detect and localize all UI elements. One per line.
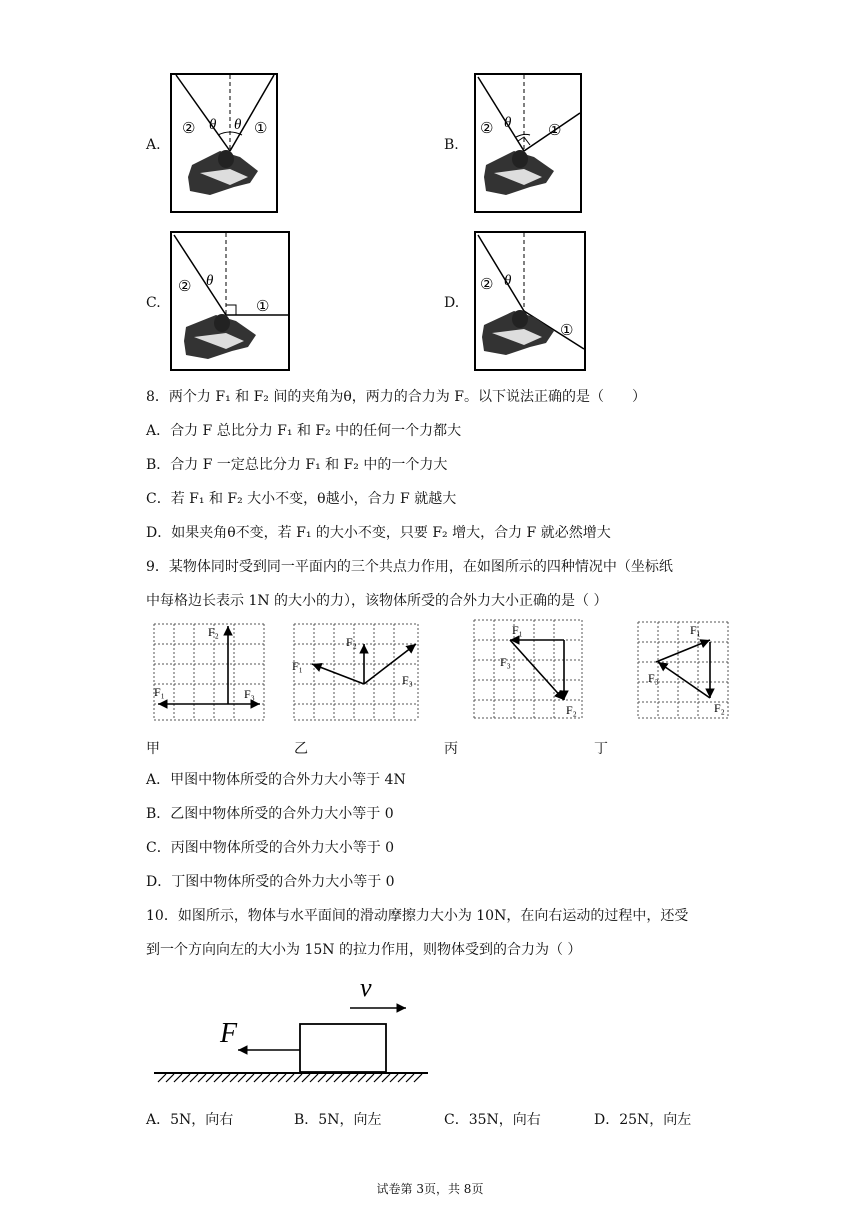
rope-1-mark: ① <box>256 299 270 315</box>
force-label-f2: F₂ <box>208 625 219 639</box>
figure-label-jia: 甲 <box>146 741 160 757</box>
rope-2-mark: ② <box>178 279 192 295</box>
figure-label-ding: 丁 <box>594 741 608 757</box>
force-label-f1: F₁ <box>512 623 523 637</box>
q9-option-d: D．丁图中物体所受的合外力大小等于 0 <box>146 874 395 890</box>
force-label-f1: F₁ <box>154 685 165 699</box>
q9-option-b: B．乙图中物体所受的合外力大小等于 0 <box>146 806 394 822</box>
q7-figure-d <box>474 231 586 371</box>
rope-2-mark: ② <box>480 277 494 293</box>
force-label-f2: F₂ <box>346 635 357 649</box>
force-label-f2: F₂ <box>714 701 725 715</box>
force-label: F <box>220 1018 238 1049</box>
theta-label: θ <box>504 115 512 131</box>
force-label-f3: F₃ <box>648 671 659 685</box>
theta-label: θ <box>504 273 512 289</box>
q10-stem-line1: 10．如图所示，物体与水平面间的滑动摩擦力大小为 10N，在向右运动的过程中，还受 <box>146 908 689 924</box>
q9-figure-bing <box>470 616 586 722</box>
force-label-f1: F₁ <box>292 659 303 673</box>
option-label: B. <box>444 137 459 153</box>
q9-stem-line2: 中每格边长表示 1N 的大小的力），该物体所受的合外力大小正确的是（ ） <box>146 593 608 609</box>
q9-figure-jia <box>150 620 268 724</box>
q9-figure-yi <box>290 620 422 724</box>
q10-figure <box>150 966 432 1086</box>
q7-figure-a <box>170 73 278 213</box>
page-footer: 试卷第 3页，共 8页 <box>376 1182 484 1196</box>
q8-option-d: D．如果夹角θ不变，若 F₁ 的大小不变，只要 F₂ 增大，合力 F 就必然增大 <box>146 525 611 541</box>
q7-figure-b <box>474 73 582 213</box>
rope-2-mark: ② <box>182 121 196 137</box>
block <box>300 1024 386 1072</box>
rope-2-mark: ② <box>480 121 494 137</box>
q7-figure-c <box>170 231 290 371</box>
figure-label-yi: 乙 <box>294 741 308 757</box>
q10-option-b: B．5N，向左 <box>294 1112 382 1128</box>
force-label-f1: F₁ <box>690 623 701 637</box>
force-arrow-f2 <box>510 640 564 700</box>
theta-label: θ <box>234 117 242 133</box>
theta-label: θ <box>206 273 214 289</box>
rope-1-mark: ① <box>254 121 268 137</box>
q10-option-c: C．35N，向右 <box>444 1112 541 1128</box>
q8-option-a: A．合力 F 总比分力 F₁ 和 F₂ 中的任何一个力都大 <box>146 423 462 439</box>
theta-label: θ <box>209 117 217 133</box>
force-arrow-f1 <box>312 664 364 684</box>
q9-figure-ding <box>634 618 732 722</box>
velocity-label: v <box>360 973 372 1002</box>
q10-stem-line2: 到一个方向向左的大小为 15N 的拉力作用，则物体受到的合力为（ ） <box>146 942 582 958</box>
force-label-f2: F₂ <box>566 703 577 717</box>
option-label: D. <box>444 295 460 311</box>
force-label-f3: F₃ <box>244 687 255 701</box>
q10-option-d: D．25N，向左 <box>594 1112 692 1128</box>
force-label-f3: F₃ <box>402 673 413 687</box>
rope-1-mark: ① <box>548 123 562 139</box>
q8-option-b: B．合力 F 一定总比分力 F₁ 和 F₂ 中的一个力大 <box>146 457 448 473</box>
figure-label-bing: 丙 <box>444 741 458 757</box>
q10-option-a: A．5N，向右 <box>146 1112 234 1128</box>
q8-stem: 8．两个力 F₁ 和 F₂ 间的夹角为θ，两力的合力为 F。以下说法正确的是（ ） <box>146 389 646 405</box>
rope-1-mark: ① <box>560 323 574 339</box>
force-label-f3: F₃ <box>500 655 511 669</box>
q9-stem-line1: 9．某物体同时受到同一平面内的三个共点力作用，在如图所示的四种情况中（坐标纸 <box>146 559 673 575</box>
force-arrow-f3 <box>658 662 710 698</box>
option-label: C. <box>146 295 161 311</box>
ground-hatch <box>158 1074 422 1082</box>
option-label: A. <box>146 137 161 153</box>
q8-option-c: C．若 F₁ 和 F₂ 大小不变，θ越小，合力 F 就越大 <box>146 491 457 507</box>
q9-option-a: A．甲图中物体所受的合外力大小等于 4N <box>146 772 406 788</box>
q9-option-c: C．丙图中物体所受的合外力大小等于 0 <box>146 840 395 856</box>
force-arrow-f1 <box>656 640 710 662</box>
